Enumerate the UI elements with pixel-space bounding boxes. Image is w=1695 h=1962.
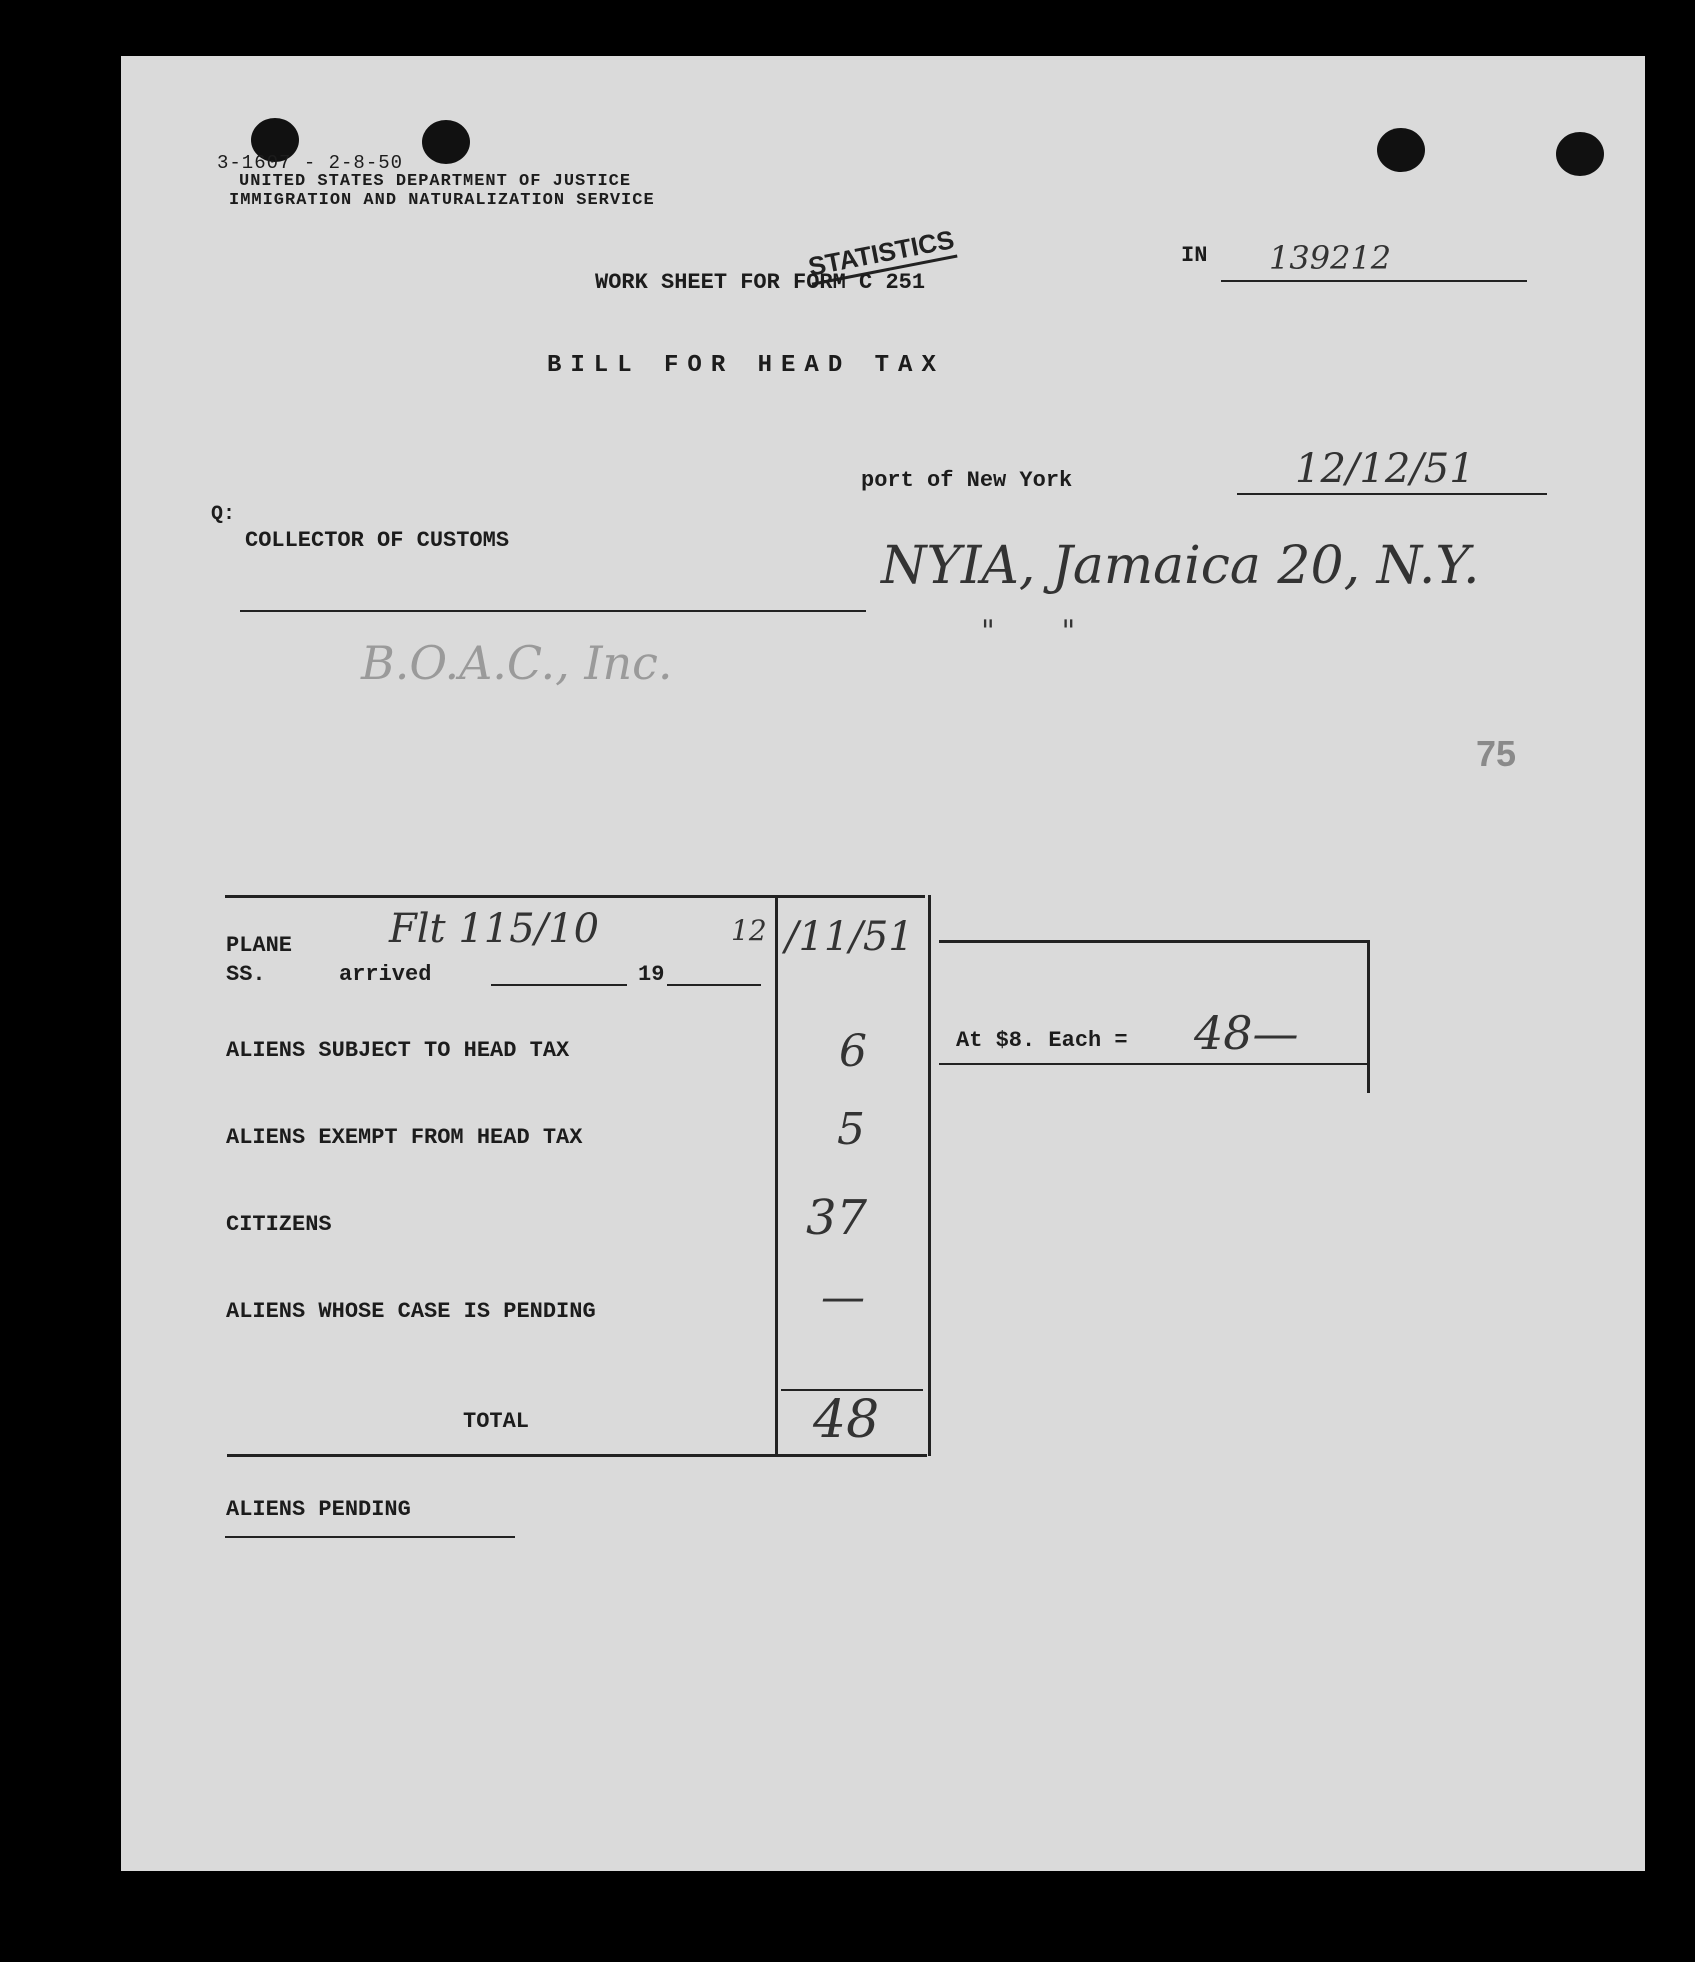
row-label-citizens: CITIZENS <box>226 1212 332 1237</box>
form-code: 3-1607 - 2-8-50 <box>217 152 404 174</box>
to-label: Q: <box>211 503 236 526</box>
in-number: 139212 <box>1269 239 1392 277</box>
tax-rate-label: At $8. Each = <box>956 1028 1128 1053</box>
table-bottom-rule <box>227 1454 927 1457</box>
year-prefix: 19 <box>638 962 665 987</box>
port-label: port of New York <box>861 468 1073 493</box>
arrival-date: /11/51 <box>785 914 914 960</box>
punch-hole <box>1556 132 1604 176</box>
collector-line <box>240 610 866 612</box>
total-value: 48 <box>813 1390 880 1450</box>
arrived-line <box>491 984 627 986</box>
tax-box <box>939 940 1370 1093</box>
row-value-exempt: 5 <box>837 1104 865 1155</box>
flight-number: Flt 115/10 <box>389 906 600 952</box>
port-date: 12/12/51 <box>1295 446 1475 492</box>
location-handwritten: NYIA, Jamaica 20, N.Y. <box>881 536 1480 596</box>
arrival-month: 12 <box>731 914 767 947</box>
worksheet-title: WORK SHEET FOR FORM C 251 <box>595 270 926 295</box>
department-line: UNITED STATES DEPARTMENT OF JUSTICE <box>239 172 632 191</box>
port-date-line <box>1237 493 1547 495</box>
punch-hole <box>422 120 470 164</box>
punch-hole <box>1377 128 1425 172</box>
statistics-stamp: STATISTICS <box>806 224 958 286</box>
in-number-line <box>1221 280 1527 282</box>
row-label-exempt: ALIENS EXEMPT FROM HEAD TAX <box>226 1125 583 1150</box>
row-value-subject: 6 <box>839 1026 867 1077</box>
row-label-pending: ALIENS WHOSE CASE IS PENDING <box>226 1299 596 1324</box>
plane-label: PLANE <box>226 933 293 958</box>
tax-amount: 48— <box>1194 1006 1299 1060</box>
aliens-pending-line <box>225 1536 515 1538</box>
tax-bottom-rule <box>939 1063 1369 1065</box>
row-value-pending: — <box>821 1272 865 1323</box>
bill-title: BILL FOR HEAD TAX <box>547 352 945 379</box>
service-line: IMMIGRATION AND NATURALIZATION SERVICE <box>229 191 655 210</box>
airline-handwritten: B.O.A.C., Inc. <box>361 636 673 690</box>
page-number: 75 <box>1476 733 1517 774</box>
ditto-marks: " " <box>981 614 1076 649</box>
collector-label: COLLECTOR OF CUSTOMS <box>245 528 510 553</box>
row-value-citizens: 37 <box>806 1190 868 1246</box>
aliens-pending-label: ALIENS PENDING <box>226 1497 411 1522</box>
document-page <box>121 56 1645 1871</box>
arrived-label: arrived <box>339 962 432 987</box>
year-line <box>667 984 761 986</box>
count-column <box>775 895 931 1456</box>
row-label-subject: ALIENS SUBJECT TO HEAD TAX <box>226 1038 570 1063</box>
in-label: IN <box>1181 243 1208 268</box>
total-label: TOTAL <box>463 1409 530 1434</box>
ss-label: SS. <box>226 962 266 987</box>
